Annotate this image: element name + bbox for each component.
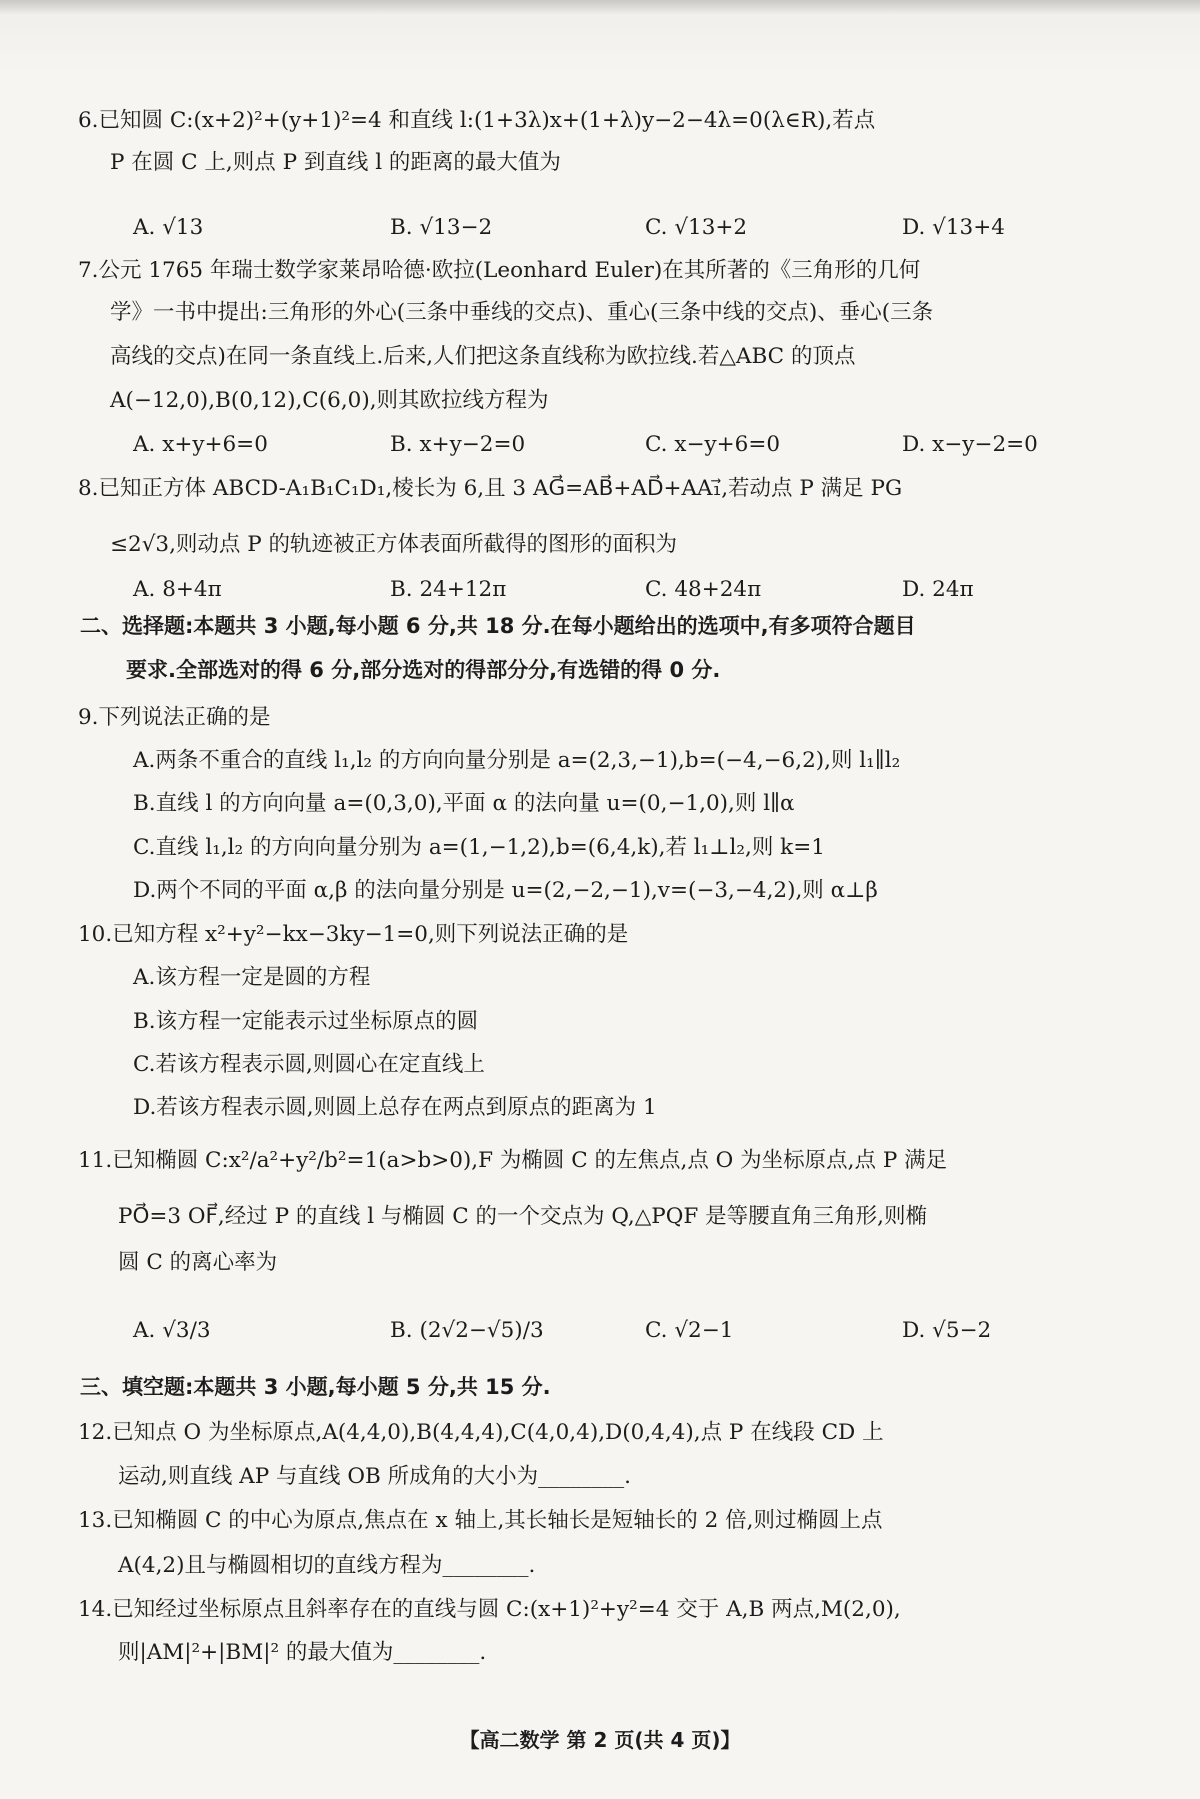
option-a: A. √13 bbox=[133, 215, 204, 240]
q7-l2: 学》一书中提出:三角形的外心(三条中垂线的交点)、重心(三条中线的交点)、垂心(三条 bbox=[110, 300, 934, 325]
option-c: C. √13+2 bbox=[645, 215, 748, 240]
option-d: D. √13+4 bbox=[902, 215, 1005, 240]
q6-l1: 6.已知圆 C:(x+2)²+(y+1)²=4 和直线 l:(1+3λ)x+(1+λ)y−2−4λ=0(λ∈R),若点 bbox=[78, 108, 876, 133]
sec2-l1: 二、选择题:本题共 3 小题,每小题 6 分,共 18 分.在每小题给出的选项中,有多项符合题目 bbox=[80, 614, 916, 638]
q9-A: A.两条不重合的直线 l₁,l₂ 的方向向量分别是 a=(2,3,−1),b=(−4,−6,2),则 l₁∥l₂ bbox=[133, 748, 901, 773]
q11-l3: 圆 C 的离心率为 bbox=[118, 1250, 278, 1275]
option-b: B. √13−2 bbox=[390, 215, 493, 240]
q13-l2: A(4,2)且与椭圆相切的直线方程为________. bbox=[118, 1553, 536, 1578]
option-a: A. √3/3 bbox=[133, 1318, 211, 1343]
q13-l1: 13.已知椭圆 C 的中心为原点,焦点在 x 轴上,其长轴长是短轴长的 2 倍,则过椭圆上点 bbox=[78, 1508, 883, 1533]
option-b: B. 24+12π bbox=[390, 577, 507, 602]
q14-l2: 则|AM|²+|BM|² 的最大值为________. bbox=[118, 1640, 487, 1665]
q7-l4: A(−12,0),B(0,12),C(6,0),则其欧拉线方程为 bbox=[110, 388, 549, 413]
scan-edge-shadow bbox=[0, 0, 1200, 14]
q6-l2: P 在圆 C 上,则点 P 到直线 l 的距离的最大值为 bbox=[110, 150, 561, 175]
sec3: 三、填空题:本题共 3 小题,每小题 5 分,共 15 分. bbox=[80, 1375, 551, 1399]
q10-A: A.该方程一定是圆的方程 bbox=[133, 965, 371, 990]
q11-l1: 11.已知椭圆 C:x²/a²+y²/b²=1(a>b>0),F 为椭圆 C 的左焦点,点 O 为坐标原点,点 P 满足 bbox=[78, 1148, 948, 1173]
q7-l3: 高线的交点)在同一条直线上.后来,人们把这条直线称为欧拉线.若△ABC 的顶点 bbox=[110, 344, 856, 369]
option-a: A. 8+4π bbox=[133, 577, 222, 602]
q9-C: C.直线 l₁,l₂ 的方向向量分别为 a=(1,−1,2),b=(6,4,k),若 l₁⊥l₂,则 k=1 bbox=[133, 835, 825, 860]
sec2-l2: 要求.全部选对的得 6 分,部分选对的得部分分,有选错的得 0 分. bbox=[126, 658, 721, 682]
q9: 9.下列说法正确的是 bbox=[78, 705, 271, 730]
option-a: A. x+y+6=0 bbox=[133, 432, 268, 457]
q10-D: D.若该方程表示圆,则圆上总存在两点到原点的距离为 1 bbox=[133, 1095, 657, 1120]
q12-l1: 12.已知点 O 为坐标原点,A(4,4,0),B(4,4,4),C(4,0,4),D(0,4,4),点 P 在线段 CD 上 bbox=[78, 1420, 884, 1445]
option-c: C. 48+24π bbox=[645, 577, 762, 602]
page-footer: 【高二数学 第 2 页(共 4 页)】 bbox=[459, 1728, 741, 1752]
option-b: B. x+y−2=0 bbox=[390, 432, 526, 457]
q9-D: D.两个不同的平面 α,β 的法向量分别是 u=(2,−2,−1),v=(−3,−4,2),则 α⊥β bbox=[133, 878, 878, 903]
q8-l1: 8.已知正方体 ABCD-A₁B₁C₁D₁,棱长为 6,且 3 AG⃗=AB⃗+AD⃗+AA₁⃗,若动点 P 满足 PG bbox=[78, 476, 903, 501]
q10: 10.已知方程 x²+y²−kx−3ky−1=0,则下列说法正确的是 bbox=[78, 922, 629, 947]
option-b: B. (2√2−√5)/3 bbox=[390, 1318, 544, 1343]
q8-l2: ≤2√3,则动点 P 的轨迹被正方体表面所截得的图形的面积为 bbox=[110, 532, 678, 557]
option-d: D. √5−2 bbox=[902, 1318, 992, 1343]
q12-l2: 运动,则直线 AP 与直线 OB 所成角的大小为________. bbox=[118, 1464, 631, 1489]
option-c: C. x−y+6=0 bbox=[645, 432, 781, 457]
q9-B: B.直线 l 的方向向量 a=(0,3,0),平面 α 的法向量 u=(0,−1,0),则 l∥α bbox=[133, 791, 795, 816]
q14-l1: 14.已知经过坐标原点且斜率存在的直线与圆 C:(x+1)²+y²=4 交于 A,B 两点,M(2,0), bbox=[78, 1597, 901, 1622]
option-c: C. √2−1 bbox=[645, 1318, 734, 1343]
q11-l2: PO⃗=3 OF⃗,经过 P 的直线 l 与椭圆 C 的一个交点为 Q,△PQF 是等腰直角三角形,则椭 bbox=[118, 1204, 927, 1229]
q7-l1: 7.公元 1765 年瑞士数学家莱昂哈德·欧拉(Leonhard Euler)在其所著的《三角形的几何 bbox=[78, 258, 921, 283]
q10-B: B.该方程一定能表示过坐标原点的圆 bbox=[133, 1009, 479, 1034]
q10-C: C.若该方程表示圆,则圆心在定直线上 bbox=[133, 1052, 485, 1077]
option-d: D. 24π bbox=[902, 577, 974, 602]
option-d: D. x−y−2=0 bbox=[902, 432, 1038, 457]
